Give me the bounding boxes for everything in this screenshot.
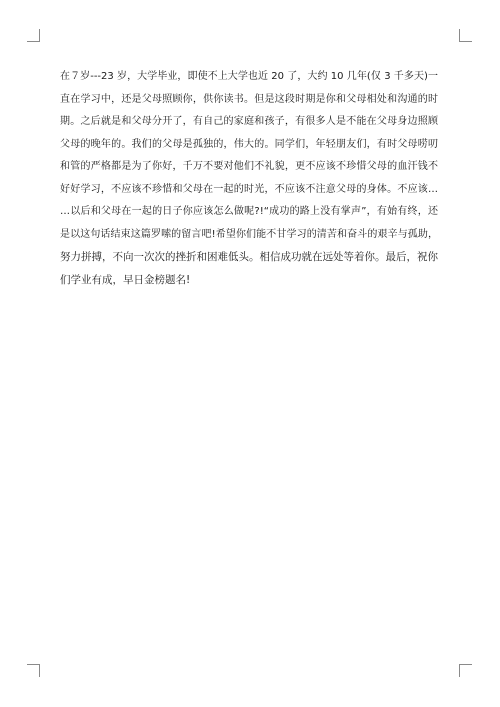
text-line: 父母的晚年的。我们的父母是孤独的，伟大的。同学们，年轻朋友们，有时父母唠叨 xyxy=(60,138,438,150)
crop-mark-top-left xyxy=(27,29,40,42)
text-line: 努力拼搏，不向一次次的挫折和困难低头。相信成功就在远处等着你。最后，祝你 xyxy=(60,251,438,263)
crop-mark-bottom-left xyxy=(27,664,40,677)
text-line: 期。之后就是和父母分开了，有自己的家庭和孩子，有很多人是不能在父母身边照顾 xyxy=(60,116,438,127)
text-line: …以后和父母在一起的日子你应该怎么做呢?!“成功的路上没有掌声”，有始有终，还 xyxy=(60,206,438,217)
text-line: 直在学习中，还是父母照顾你，供你读书。但是这段时期是你和父母相处和沟通的时 xyxy=(60,93,438,105)
text-line: 在７岁---23 岁，大学毕业，即使不上大学也近 20 了，大约 10 几年(仅 3 千多天)一 xyxy=(60,71,438,82)
text-line: 是以这句话结束这篇罗嗦的留言吧!希望你们能不甘学习的清苦和奋斗的艰辛与孤助， xyxy=(60,228,438,240)
crop-mark-bottom-right xyxy=(459,664,472,677)
body-paragraph xyxy=(60,66,438,291)
text-line: 们学业有成，早日金榜题名! xyxy=(60,273,191,286)
text-line: 和管的严格都是为了你好，千万不要对他们不礼貌，更不应该不珍惜父母的血汗钱不 xyxy=(60,161,438,172)
text-line: 好好学习，不应该不珍惜和父母在一起的时光，不应该不注意父母的身体。不应该… xyxy=(60,183,438,195)
crop-mark-top-right xyxy=(459,29,472,42)
